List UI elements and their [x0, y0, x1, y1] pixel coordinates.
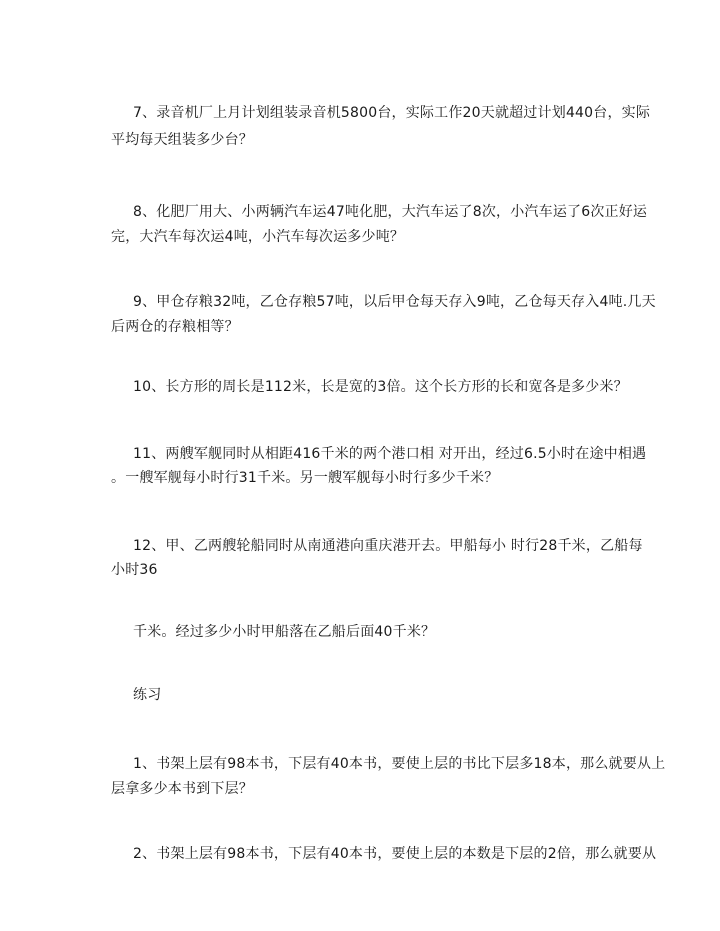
- problem-12-line-1: 12、甲、乙两艘轮船同时从南通港向重庆港开去。甲船每小 时行28千米，乙船每: [133, 538, 643, 554]
- problem-10-line-1: 10、长方形的周长是112米，长是宽的3倍。这个长方形的长和宽各是多少米？: [133, 379, 628, 395]
- problem-11-line-2: 。一艘军舰每小时行31千米。另一艘军舰每小时行多少千米？: [111, 470, 499, 486]
- section-title-practice: 练习: [133, 687, 162, 703]
- problem-12-line-3: 千米。经过多少小时甲船落在乙船后面40千米？: [133, 624, 436, 640]
- problem-11-line-1: 11、两艘军舰同时从相距416千米的两个港口相 对开出，经过6.5小时在途中相遇: [133, 446, 647, 462]
- exercise-1-line-1: 1、书架上层有98本书，下层有40本书，要使上层的书比下层多18本，那么就要从上: [133, 756, 666, 772]
- problem-9-line-2: 后两仓的存粮相等？: [111, 319, 239, 335]
- problem-12-line-2: 小时36: [111, 562, 158, 578]
- problem-9-line-1: 9、甲仓存粮32吨，乙仓存粮57吨，以后甲仓每天存入9吨，乙仓每天存入4吨.几天: [133, 294, 656, 310]
- problem-7-line-1: 7、录音机厂上月计划组装录音机5800台，实际工作20天就超过计划440台，实际: [133, 105, 651, 121]
- problem-7-line-2: 平均每天组装多少台？: [111, 132, 253, 148]
- exercise-1-line-2: 层拿多少本书到下层？: [111, 781, 253, 797]
- problem-8-line-2: 完，大汽车每次运4吨，小汽车每次运多少吨？: [111, 229, 405, 245]
- exercise-2-line-1: 2、书架上层有98本书，下层有40本书，要使上层的本数是下层的2倍，那么就要从: [133, 846, 657, 862]
- problem-8-line-1: 8、化肥厂用大、小两辆汽车运47吨化肥，大汽车运了8次，小汽车运了6次正好运: [133, 204, 648, 220]
